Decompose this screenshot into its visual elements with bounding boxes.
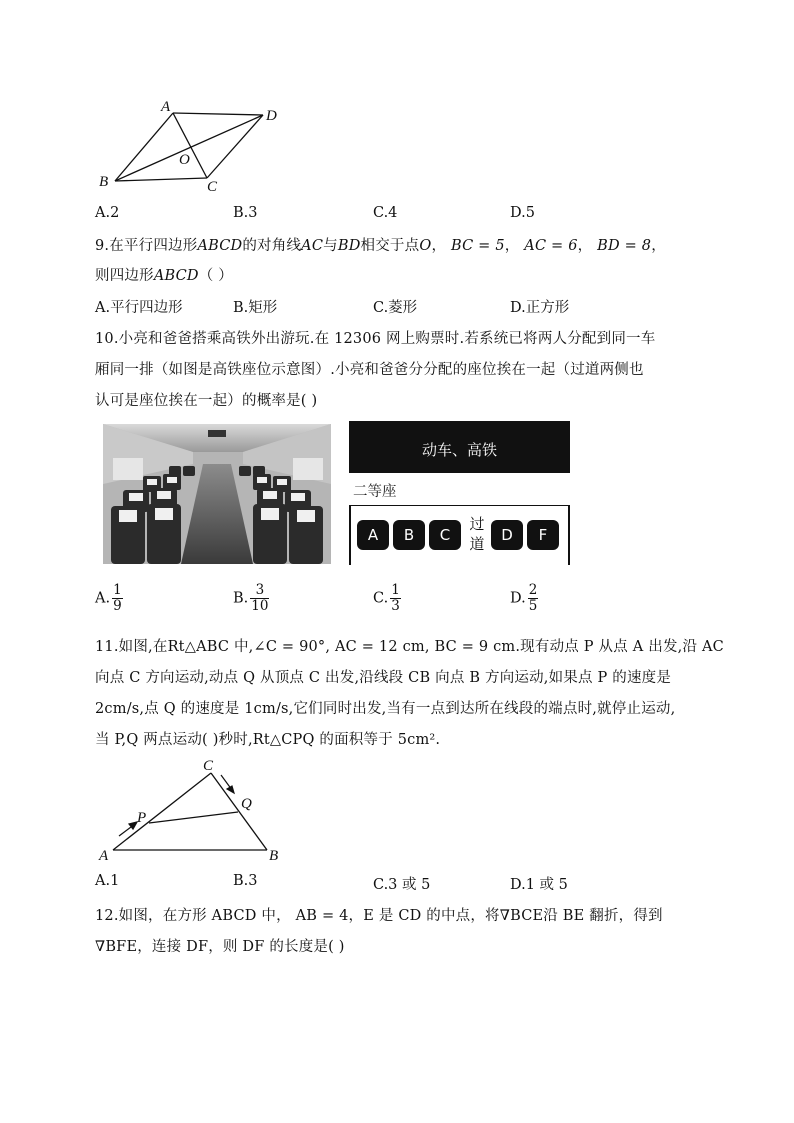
aisle-label: 过 道 — [469, 515, 485, 553]
q8-option-a: A.2 — [95, 205, 120, 221]
side-cd — [207, 115, 263, 178]
q9-option-c: C.菱形 — [373, 300, 418, 316]
q9-line-2: 则四边形ABCD（ ） — [95, 268, 233, 284]
label-b: B — [99, 174, 109, 190]
q11-option-d: D.1 或 5 — [510, 877, 568, 893]
q12-line-1: 12.如图，在方形 ABCD 中， AB = 4，E 是 CD 的中点，将∇BCE沿 BE 翻折，得到 — [95, 908, 663, 924]
diagonal-ac — [173, 113, 207, 178]
q8-option-b: B.3 — [233, 205, 258, 221]
label-a: A — [99, 848, 109, 864]
triangle-figure — [95, 757, 295, 867]
q11-line-4: 当 P,Q 两点运动( )秒时,Rt△CPQ 的面积等于 5cm². — [95, 732, 441, 748]
label-q: Q — [241, 796, 252, 812]
q11-line-2: 向点 C 方向运动,动点 Q 从顶点 C 出发,沿线段 CB 向点 B 方向运动,如果点 P 的速度是 — [95, 670, 672, 686]
side-ab — [115, 113, 173, 181]
parallelogram-figure — [95, 98, 295, 198]
q10-line-2: 厢同一排（如图是高铁座位示意图）.小亮和爸爸分分配的座位挨在一起（过道两侧也 — [95, 362, 644, 378]
seat-diagram-header: 动车、高铁 — [349, 421, 570, 473]
q10-option-d: D. $\frac{2}{5}$ — [510, 582, 538, 614]
seat-class-label: 二等座 — [353, 484, 397, 500]
seat-f: F — [527, 520, 559, 550]
segment-pq — [149, 812, 238, 823]
train-interior-photo — [103, 424, 331, 564]
side-cb — [211, 773, 267, 850]
q9-option-d: D.正方形 — [510, 300, 570, 316]
q8-option-c: C.4 — [373, 205, 398, 221]
label-p: P — [137, 810, 147, 826]
label-c: C — [203, 758, 214, 774]
seat-c: C — [429, 520, 461, 550]
q10-option-a: A. $\frac{1}{9}$ — [95, 582, 122, 614]
q9-option-a: A.平行四边形 — [95, 300, 183, 316]
q11-option-b: B.3 — [233, 873, 258, 889]
label-o: O — [179, 152, 190, 168]
q9-option-b: B.矩形 — [233, 300, 278, 316]
q11-option-c: C.3 或 5 — [373, 877, 431, 893]
side-ac — [113, 773, 211, 850]
label-c: C — [207, 179, 218, 195]
q9-line-1: 9.在平行四边形ABCD的对角线AC与BD相交于点O， BC = 5， AC = 6， BD = 8， — [95, 238, 666, 254]
q10-line-1: 10.小亮和爸爸搭乘高铁外出游玩.在 12306 网上购票时.若系统已将两人分配到同一车 — [95, 331, 656, 347]
diagonal-bd — [115, 115, 263, 181]
q11-line-3: 2cm/s,点 Q 的速度是 1cm/s,它们同时出发,当有一点到达所在线段的端点时,就停止运动, — [95, 701, 676, 717]
q10-option-c: C. $\frac{1}{3}$ — [373, 582, 400, 614]
q10-line-3: 认可是座位挨在一起）的概率是( ) — [95, 393, 318, 409]
seat-d: D — [491, 520, 523, 550]
q10-option-b: B. $\frac{3}{10}$ — [233, 582, 269, 614]
q12-line-2: ∇BFE，连接 DF，则 DF 的长度是( ) — [95, 939, 345, 955]
side-ad — [173, 113, 263, 115]
q11-line-1: 11.如图,在Rt△ABC 中,∠C = 90°, AC = 12 cm, BC = 9 cm.现有动点 P 从点 A 出发,沿 AC — [95, 639, 724, 655]
label-d: D — [266, 108, 277, 124]
seat-b: B — [393, 520, 425, 550]
q8-option-d: D.5 — [510, 205, 535, 221]
side-bc — [115, 178, 207, 181]
seat-a: A — [357, 520, 389, 550]
label-a: A — [161, 99, 171, 115]
q11-option-a: A.1 — [95, 873, 120, 889]
arrow-q-head — [227, 786, 234, 793]
label-b: B — [269, 848, 279, 864]
